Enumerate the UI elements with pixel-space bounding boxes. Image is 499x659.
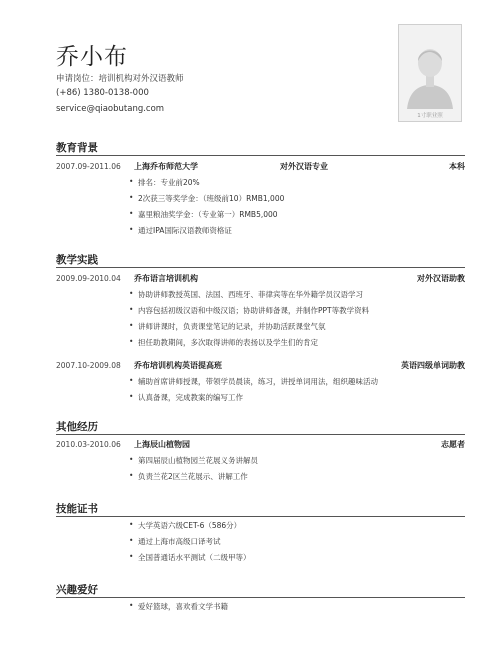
list-item: • 排名：专业前20% <box>138 177 200 188</box>
photo-caption: 1寸职业照 <box>417 113 443 119</box>
section-divider <box>56 155 465 156</box>
teaching-role: 对外汉语助教 <box>417 274 465 283</box>
teaching-date: 2007.10-2009.08 <box>56 361 121 370</box>
list-item: • 爱好篮球，喜欢看文学书籍 <box>138 601 228 612</box>
degree-level: 本科 <box>449 162 465 171</box>
list-item: • 全国普通话水平测试（二级甲等） <box>138 552 251 563</box>
other-date: 2010.03-2010.06 <box>56 440 121 449</box>
list-item: • 通过IPA国际汉语教师资格证 <box>138 225 232 236</box>
other-org: 上海辰山植物园 <box>134 440 190 449</box>
applied-position: 申请岗位：培训机构对外汉语教师 <box>56 74 184 84</box>
list-item: • 协助讲师教授英国、法国、西班牙、菲律宾等在华外籍学员汉语学习 <box>138 289 363 300</box>
teaching-org: 乔布培训机构英语提高班 <box>134 361 222 370</box>
teaching-role: 英语四级单词助教 <box>401 361 465 370</box>
list-item: • 讲师讲课时，负责课堂笔记的记录，并协助活跃课堂气氛 <box>138 321 326 332</box>
section-divider <box>56 597 465 598</box>
email-address: service@qiaobutang.com <box>56 104 165 114</box>
list-item: • 认真备课，完成教案的编写工作 <box>138 392 243 403</box>
teaching-date: 2009.09-2010.04 <box>56 274 121 283</box>
section-title-teaching: 教学实践 <box>56 254 98 266</box>
list-item: • 内容包括初级汉语和中级汉语；协助讲师备课，并制作PPT等教学资料 <box>138 305 369 316</box>
profile-photo <box>398 24 462 122</box>
list-item: • 嘉里粮油奖学金：（专业第一）RMB5,000 <box>138 209 278 220</box>
list-item: • 第四届辰山植物园兰花展义务讲解员 <box>138 455 258 466</box>
major-name: 对外汉语专业 <box>280 162 328 171</box>
section-divider <box>56 267 465 268</box>
section-title-hobbies: 兴趣爱好 <box>56 584 98 596</box>
list-item: • 担任助教期间，多次取得讲师的表扬以及学生们的肯定 <box>138 337 318 348</box>
section-title-skills: 技能证书 <box>56 503 98 515</box>
list-item: • 大学英语六级CET-6（586分） <box>138 520 241 531</box>
teaching-org: 乔布语言培训机构 <box>134 274 198 283</box>
person-placeholder-icon <box>399 25 461 121</box>
list-item: • 2次获三等奖学金：（班级前10）RMB1,000 <box>138 193 284 204</box>
list-item: • 辅助首席讲师授课，带领学员晨读，练习，讲授单词用法，组织趣味活动 <box>138 376 378 387</box>
other-role: 志愿者 <box>441 440 465 449</box>
applicant-name: 乔小布 <box>56 44 128 70</box>
section-divider <box>56 516 465 517</box>
list-item: • 通过上海市高级口译考试 <box>138 536 221 547</box>
section-title-other: 其他经历 <box>56 421 98 433</box>
phone-number: (+86) 1380-0138-000 <box>56 88 149 98</box>
education-date: 2007.09-2011.06 <box>56 162 121 171</box>
section-divider <box>56 434 465 435</box>
list-item: • 负责兰花2区兰花展示、讲解工作 <box>138 471 248 482</box>
section-title-education: 教育背景 <box>56 142 98 154</box>
school-name: 上海乔布师范大学 <box>134 162 198 171</box>
